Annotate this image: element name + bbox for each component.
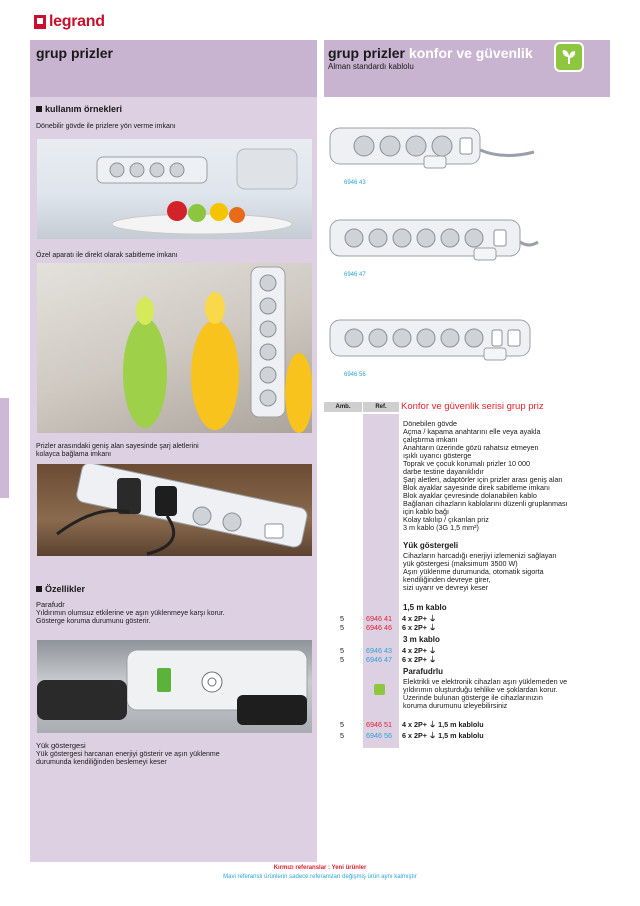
table-row-ref: 6946 41: [366, 614, 392, 623]
feature-surge-text-2: Gösterge koruma durumunu gösterir.: [36, 618, 151, 625]
desc-line: Elektrikli ve elektronik cihazları aşırı yüklemeden ve: [403, 677, 568, 686]
legrand-logo-mark: [34, 15, 46, 29]
table-row-desc: 6 x 2P+ ⏚ 1,5 m kablolu: [402, 731, 484, 740]
desc-line: 3 m kablo (3G 1,5 mm²): [403, 523, 479, 532]
feature-load-title: Yük göstergesi: [36, 741, 86, 750]
product-image-2: [324, 212, 542, 292]
desc-line: yıldırımın oluşturduğu tehlike ve şoklardan korur.: [403, 685, 558, 694]
desc-line: Blok ayaklar sayesinde direk sabitleme imkanı: [403, 483, 551, 492]
section-usage-examples: [36, 104, 122, 114]
desc-line: Açma / kapama anahtarını elle veya ayakla: [403, 427, 541, 436]
table-header-ref: Ref.: [363, 402, 399, 412]
section-features-label: Özellikler: [45, 584, 86, 594]
power-strip-6-outlets-surge: [324, 312, 542, 372]
product-image-3: [324, 312, 542, 392]
table-row-desc: 4 x 2P+ ⏚: [402, 614, 437, 623]
caption-rotating-body: Dönebilir gövde ile prizlere yön verme imkanı: [36, 123, 176, 130]
table-row-amb: 5: [340, 731, 344, 740]
bullet-square-icon: [36, 106, 42, 112]
section-features: [36, 584, 85, 594]
caption-direct-mount: Özel aparatı ile direkt olarak sabitleme imkanı: [36, 252, 178, 259]
desc-line: Kolay takılıp / çıkarılan priz: [403, 515, 489, 524]
desc-line: Üzerinde bulunan gösterge ile cihazlarınızın: [403, 693, 543, 702]
right-subtitle: Alman standardı kablolu: [328, 62, 414, 71]
desc-line: için kablo bağı: [403, 507, 449, 516]
photo-chargers-strip: [37, 464, 312, 556]
right-title-main: grup prizler: [328, 45, 406, 61]
desc-line: kendiliğinden devreye girer,: [403, 575, 491, 584]
table-row-amb: 5: [340, 720, 344, 729]
brand-name: legrand: [49, 13, 105, 30]
section-usage-label: kullanım örnekleri: [45, 104, 123, 114]
subheading-1-5m: 1,5 m kablo: [403, 603, 447, 612]
photo-chargers-illustration: [37, 464, 312, 556]
photo-rotating-strip-illustration: [37, 139, 312, 239]
desc-line: çalıştırma imkanı: [403, 435, 458, 444]
left-title: grup prizler: [36, 45, 114, 61]
photo-wall-mounted-illustration: [37, 263, 312, 433]
right-title: [328, 45, 533, 61]
desc-line: Blok ayaklar çevresinde dolanabilen kablo: [403, 491, 537, 500]
legrand-logo: [34, 13, 105, 31]
table-column-amb: [324, 414, 362, 748]
feature-load-text-2: durumunda kendiliğinden beslemeyi keser: [36, 759, 167, 766]
table-row-ref: 6946 51: [366, 720, 392, 729]
subheading-3m: 3 m kablo: [403, 635, 440, 644]
desc-line: koruma durumunu izleyebilirsiniz: [403, 701, 508, 710]
group-surge-title: Parafudrlu: [403, 667, 444, 676]
table-column-ref: [363, 414, 399, 748]
table-row-amb: 5: [340, 655, 344, 664]
table-row-desc: 6 x 2P+ ⏚: [402, 623, 437, 632]
photo-load-indicator: [37, 640, 312, 733]
photo-load-indicator-illustration: [37, 640, 312, 733]
table-row-ref: 6946 56: [366, 731, 392, 740]
table-row-desc: 4 x 2P+ ⏚: [402, 646, 437, 655]
table-row-amb: 5: [340, 646, 344, 655]
table-row-amb: 5: [340, 623, 344, 632]
feature-surge-text-1: Yıldırımın olumsuz etkilerine ve aşırı yüklenmeye karşı korur.: [36, 610, 225, 617]
desc-line: Şarj aletleri, adaptörler için prizler arası geniş alan: [403, 475, 563, 484]
desc-line: yük göstergesi (maksimum 3500 W): [403, 559, 518, 568]
caption-wide-spacing-1: Prizler arasındaki geniş alan sayesinde şarj aletlerini: [36, 443, 199, 450]
bullet-square-icon: [36, 586, 42, 592]
desc-line: Toprak ve çocuk korumalı prizler 10 000: [403, 459, 531, 468]
desc-line: sizi uyarır ve devreyi keser: [403, 583, 489, 592]
caption-wide-spacing-2: kolayca bağlama imkanı: [36, 451, 112, 458]
table-row-ref: 6946 47: [366, 655, 392, 664]
footer-note-red: Kırmızı referanslar : Yeni ürünler: [273, 865, 367, 871]
left-header: [30, 40, 317, 97]
footer-note-blue: Mavi referanslı ürünlerin sadece referansları değişmiş ürün aynı kalmıştır: [223, 874, 417, 880]
product-code-2: 6946 47: [344, 272, 366, 278]
product-code-3: 6946 56: [344, 372, 366, 378]
right-title-accent: konfor ve güvenlik: [408, 45, 533, 61]
desc-line: Bağlanan cihazların kablolarını düzenli gruplanması: [403, 499, 568, 508]
desc-line: Anahtarın üzerinde gözü rahatsız etmeyen: [403, 443, 539, 452]
photo-wall-mounted-strip: [37, 263, 312, 433]
photo-rotating-strip: [37, 139, 312, 239]
right-header: [324, 40, 610, 97]
eco-leaf-icon: [374, 684, 385, 695]
desc-line: Aşırı yüklenme durumunda, otomatik sigorta: [403, 567, 544, 576]
group-load-title: Yük göstergeli: [403, 541, 459, 550]
desc-line: darbe testine dayanıklıdır: [403, 467, 484, 476]
power-strip-4-outlets: [324, 120, 542, 180]
power-strip-6-outlets: [324, 212, 542, 272]
eco-leaf-glyph: [560, 48, 578, 66]
product-code-1: 6946 43: [344, 180, 366, 186]
product-image-1: [324, 120, 542, 200]
table-row-amb: 5: [340, 614, 344, 623]
table-header-amb: Amb.: [324, 402, 362, 412]
table-row-ref: 6946 43: [366, 646, 392, 655]
feature-load-text-1: Yük göstergesi harcanan enerjiyi gösterir ve aşırı yüklenme: [36, 751, 220, 758]
eco-leaf-icon: [554, 42, 584, 72]
table-row-desc: 4 x 2P+ ⏚ 1,5 m kablolu: [402, 720, 484, 729]
desc-line: ışıklı uyarıcı gösterge: [403, 451, 472, 460]
desc-line: Dönebilen gövde: [403, 419, 457, 428]
table-row-ref: 6946 46: [366, 623, 392, 632]
side-tab: [0, 398, 9, 498]
table-title: Konfor ve güvenlik serisi grup priz: [401, 401, 544, 412]
table-row-desc: 6 x 2P+ ⏚: [402, 655, 437, 664]
desc-line: Cihazların harcadığı enerjiyi izlemenizi sağlayan: [403, 551, 557, 560]
feature-surge-title: Parafudr: [36, 600, 65, 609]
